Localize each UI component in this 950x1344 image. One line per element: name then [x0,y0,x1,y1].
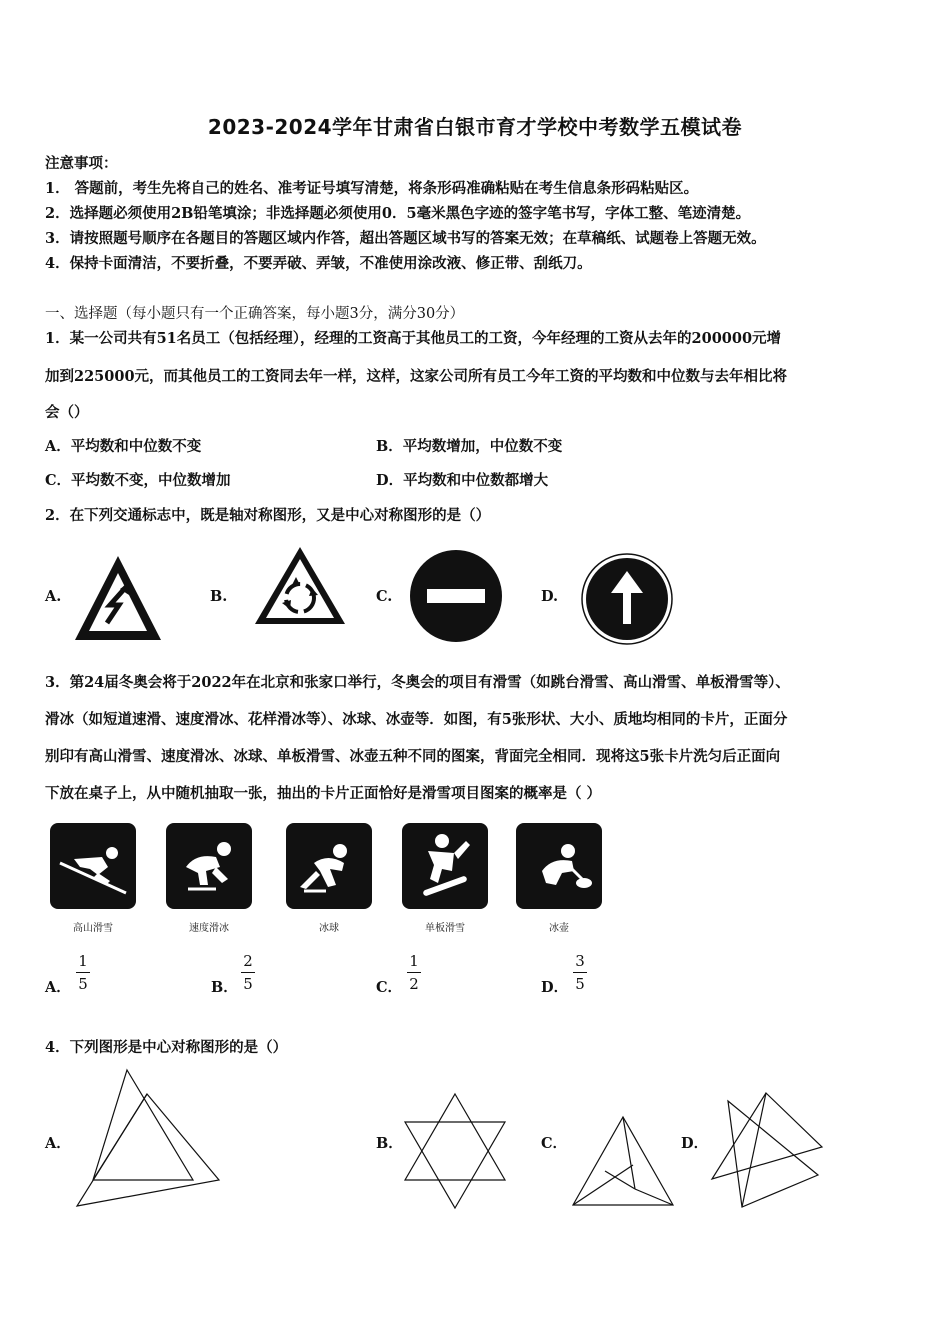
card-caption: 冰球 [319,923,339,934]
denominator: 5 [243,975,253,993]
zigzag-road-sign-icon [72,553,164,643]
notice-item: 3．请按照题号顺序在各题目的答题区域内作答，超出答题区域书写的答案无效；在草稿纸、试题卷上答题无效。 [45,230,766,247]
denominator: 5 [575,975,585,993]
q1-option-b[interactable]: B．平均数增加，中位数不变 [376,438,563,455]
figure-c-triangle [571,1115,675,1207]
q4-text: 4．下列图形是中心对称图形的是（） [45,1039,288,1056]
q1-line: 会（） [45,404,89,421]
q1-line: 加到225000元，而其他员工的工资同去年一样，这样，这家公司所有员工今年工资的平均数和中位数与去年相比将 [45,368,788,385]
numerator: 1 [409,952,419,970]
q3-option-d-fraction [570,952,590,993]
q3-option-c-fraction [404,952,424,993]
q2-label-a[interactable]: A. [45,588,62,605]
q4-label-b[interactable]: B． [376,1135,403,1152]
q3-option-a[interactable]: A． [45,979,71,996]
q3-line: 3．第24届冬奥会将于2022年在北京和张家口举行，冬奥会的项目有滑雪（如跳台滑雪、高山滑雪、单板滑雪等）、 [45,674,790,691]
numerator: 3 [575,952,585,970]
q2-label-c[interactable]: C. [376,588,393,605]
alpine-skiing-icon [50,823,136,909]
notice-item: 1． 答题前，考生先将自己的姓名、准考证号填写清楚，将条形码准确粘贴在考生信息条形码粘贴区。 [45,180,699,197]
q1-option-c[interactable]: C．平均数不变，中位数增加 [45,472,231,489]
q2-text: 2．在下列交通标志中，既是轴对称图形，又是中心对称图形的是（） [45,507,491,524]
notice-item: 2．选择题必须使用2B铅笔填涂；非选择题必须使用0．5毫米黑色字迹的签字笔书写，字体工整、笔迹清楚。 [45,205,751,222]
q1-option-d[interactable]: D．平均数和中位数都增大 [376,472,549,489]
q3-option-a-fraction [73,952,93,993]
q3-line: 滑冰（如短道速滑、速度滑冰、花样滑冰等）、冰球、冰壶等．如图，有5张形状、大小、质地均相同的卡片，正面分 [45,711,788,728]
roundabout-sign-icon [252,545,348,627]
notice-item: 4．保持卡面清洁，不要折叠，不要弄破、弄皱，不准使用涂改液、修正带、刮纸刀。 [45,255,592,272]
card-caption: 速度滑冰 [189,923,229,934]
card-caption: 高山滑雪 [73,923,113,934]
q3-line: 下放在桌子上，从中随机抽取一张，抽出的卡片正面恰好是滑雪项目图案的概率是（ ） [45,785,602,802]
q4-label-d[interactable]: D． [681,1135,709,1152]
notice-heading: 注意事项： [45,155,118,172]
q4-label-a[interactable]: A． [45,1135,71,1152]
q2-label-d[interactable]: D. [541,588,559,605]
q3-line: 别印有高山滑雪、速度滑冰、冰球、单板滑雪、冰壶五种不同的图案，背面完全相同．现将这5张卡片洗匀后正面向 [45,748,781,765]
q1-option-a[interactable]: A．平均数和中位数不变 [45,438,202,455]
q1-line: 1．某一公司共有51名员工（包括经理），经理的工资高于其他员工的工资，今年经理的工资从去年的200000元增 [45,330,782,347]
figure-d-triangles [708,1091,826,1209]
q3-option-d[interactable]: D． [541,979,569,996]
card-caption: 冰壶 [549,923,569,934]
q3-text [45,664,905,812]
speed-skating-icon [166,823,252,909]
numerator: 2 [243,952,253,970]
page-title: 2023-2024学年甘肃省白银市育才学校中考数学五模试卷 [207,115,743,139]
card-caption: 单板滑雪 [425,923,465,934]
curling-icon [516,823,602,909]
straight-ahead-sign-icon [581,553,673,645]
figure-b-hexagram [402,1092,508,1210]
q3-option-b[interactable]: B． [211,979,238,996]
q3-option-b-fraction [238,952,258,993]
no-entry-sign-icon [409,549,503,643]
q2-label-b[interactable]: B. [210,588,228,605]
denominator: 2 [409,975,419,993]
section-heading: 一、选择题（每小题只有一个正确答案，每小题3分，满分30分） [45,306,465,322]
figure-a-triangles [75,1068,225,1208]
denominator: 5 [78,975,88,993]
q3-option-c[interactable]: C． [376,979,403,996]
q4-label-c[interactable]: C． [541,1135,568,1152]
snowboarding-icon [402,823,488,909]
numerator: 1 [78,952,88,970]
ice-hockey-icon [286,823,372,909]
